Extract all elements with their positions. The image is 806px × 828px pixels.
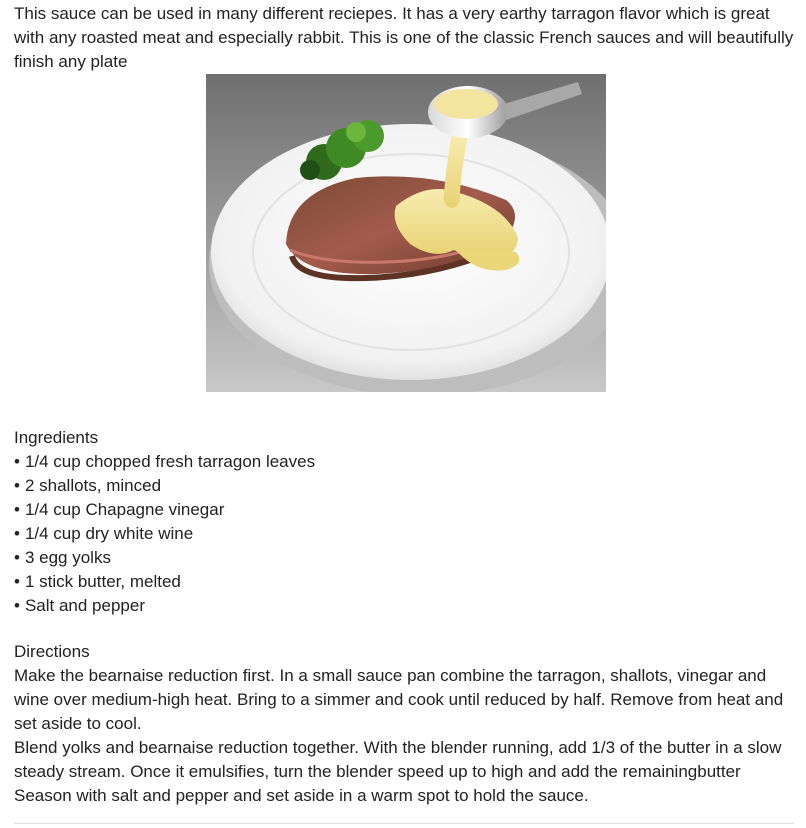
divider — [14, 823, 794, 824]
recipe-photo — [206, 74, 606, 392]
ingredient-item: • 1/4 cup Chapagne vinegar — [14, 498, 794, 522]
ingredient-item: • 1/4 cup dry white wine — [14, 522, 794, 546]
ingredients-list — [14, 450, 794, 618]
ingredient-item: • 3 egg yolks — [14, 546, 794, 570]
directions-heading: Directions — [14, 642, 90, 661]
direction-step: Make the bearnaise reduction first. In a small sauce pan combine the tarragon, shallots, vinegar and wine over medium-high heat. Bring to a simmer and cook until reduced by half. Remove from heat and set aside to cool. — [14, 666, 784, 733]
ingredients-heading: Ingredients — [14, 428, 99, 447]
ingredient-item: • 1/4 cup chopped fresh tarragon leaves — [14, 450, 794, 474]
ingredient-item: • Salt and pepper — [14, 594, 794, 618]
intro-text: This sauce can be used in many different reciepes. It has a very earthy tarragon flavor which is great with any roasted meat and especially rabbit. This is one of the classic French sauces and will beautifully finish any plate — [14, 4, 794, 71]
recipe-content — [14, 2, 794, 808]
ingredient-item: • 2 shallots, minced — [14, 474, 794, 498]
plate-with-sauce-image — [206, 74, 606, 392]
direction-step: Blend yolks and bearnaise reduction together. With the blender running, add 1/3 of the butter in a slow steady stream. Once it emulsifies, turn the blender speed up to high and add the remainingbutter Season with salt and pepper and set aside in a warm spot to hold the sauce. — [14, 738, 782, 805]
ingredient-item: • 1 stick butter, melted — [14, 570, 794, 594]
